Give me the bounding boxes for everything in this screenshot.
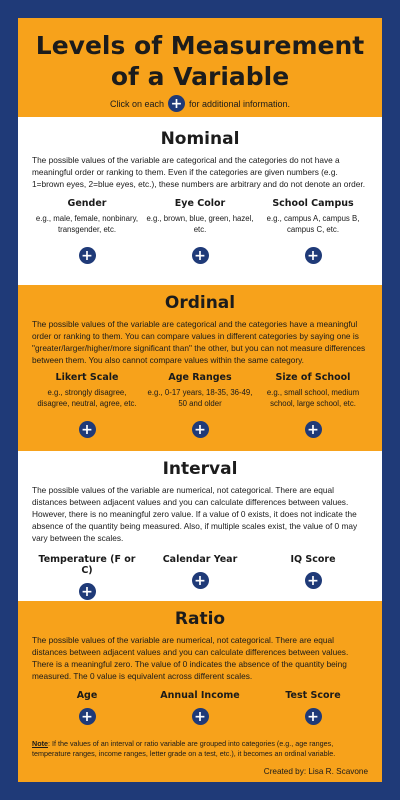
note-label: Note [32, 739, 48, 748]
expand-gender-plus-icon[interactable]: + [79, 247, 96, 264]
expand-age-ranges-plus-icon[interactable]: + [192, 421, 209, 438]
expand-age-plus-icon[interactable]: + [79, 708, 96, 725]
example-values: e.g., brown, blue, green, hazel, etc. [146, 214, 254, 234]
expand-test-score-plus-icon[interactable]: + [305, 708, 322, 725]
examples-row-ordinal [32, 372, 368, 438]
example-title: Gender [67, 198, 107, 209]
example-title: IQ Score [290, 554, 336, 565]
section-ordinal [18, 285, 382, 451]
example-school-campus [258, 198, 368, 264]
note [32, 739, 368, 759]
example-values: e.g., campus A, campus B, campus C, etc. [266, 214, 360, 234]
section-title-nominal: Nominal [160, 129, 240, 149]
example-temperature [32, 554, 142, 600]
expand-school-campus-plus-icon[interactable]: + [305, 247, 322, 264]
note-text: : If the values of an interval or ratio variable are grouped into categories (e.g., age ranges, temperature ranges, income ranges, letter grade on a test, etc.), it becomes an ordinal variable. [32, 739, 336, 758]
section-title-ratio: Ratio [174, 609, 226, 629]
example-title: Test Score [285, 690, 341, 701]
example-title: Likert Scale [55, 372, 119, 383]
example-values: e.g., male, female, nonbinary, transgender, etc. [35, 214, 139, 234]
expand-likert-scale-plus-icon[interactable]: + [79, 421, 96, 438]
examples-row-ratio [32, 690, 368, 725]
example-annual-income [145, 690, 255, 725]
example-calendar-year [145, 554, 255, 600]
title-line-2: of a Variable [110, 62, 290, 91]
example-title: Annual Income [160, 690, 240, 701]
example-test-score [258, 690, 368, 725]
section-description-ratio: The possible values of the variable are numerical, not categorical. There are equal distances between adjacent values and you can calculate differences between values. There is a meaningful zero. The value of 0 indicates the absence of the quantity being measured. The 0 value is equivalent across different scales. [32, 635, 349, 681]
example-title: Age Ranges [168, 372, 232, 383]
expand-calendar-year-plus-icon[interactable]: + [192, 572, 209, 589]
example-title: Age [76, 690, 98, 701]
example-iq-score [258, 554, 368, 600]
example-gender [32, 198, 142, 264]
example-values: e.g., small school, medium school, large school, etc. [266, 388, 360, 408]
section-interval [18, 451, 382, 601]
expand-temperature-plus-icon[interactable]: + [79, 583, 96, 600]
page-title [18, 30, 382, 92]
expand-annual-income-plus-icon[interactable]: + [192, 708, 209, 725]
example-values: e.g., strongly disagree, disagree, neutral, agree, etc. [37, 388, 137, 408]
instruction-before: Click on each [109, 98, 164, 109]
instruction [18, 95, 382, 112]
example-eye-color [145, 198, 255, 264]
header [18, 18, 382, 117]
example-title: Calendar Year [162, 554, 238, 565]
example-age-ranges [145, 372, 255, 438]
examples-row-interval [32, 554, 368, 600]
example-values: e.g., 0-17 years, 18-35, 36-49, 50 and older [147, 388, 253, 408]
instruction-after: for additional information. [188, 98, 291, 109]
plus-icon: + [168, 95, 185, 112]
example-title: Temperature (F or C) [38, 554, 136, 576]
expand-eye-color-plus-icon[interactable]: + [192, 247, 209, 264]
infographic-frame [18, 18, 382, 782]
credit: Created by: Lisa R. Scavone [263, 767, 368, 776]
section-description-nominal: The possible values of the variable are categorical and the categories do not have a meaningful order or ranking to them. Even if the categories are given numbers (e.g. 1=brown eyes, 2=blue eyes, etc.), these numbers are arbitrary and do not denote an order. [32, 155, 366, 189]
example-title: Size of School [275, 372, 351, 383]
section-nominal [18, 117, 382, 285]
section-title-ordinal: Ordinal [164, 293, 236, 313]
example-size-of-school [258, 372, 368, 438]
example-likert-scale [32, 372, 142, 438]
expand-iq-score-plus-icon[interactable]: + [305, 572, 322, 589]
title-line-1: Levels of Measurement [35, 31, 365, 60]
section-description-interval: The possible values of the variable are numerical, not categorical. There are equal distances between adjacent values and you can calculate differences between values. However, there is no meaningful zero value. If a value of 0 exists, it does not indicate the absence of the quantity being measured. Also, if multiple scales exist, the value of 0 may vary between the scales. [32, 485, 358, 543]
example-age [32, 690, 142, 725]
section-ratio [18, 601, 382, 782]
expand-size-of-school-plus-icon[interactable]: + [305, 421, 322, 438]
example-title: Eye Color [174, 198, 226, 209]
example-title: School Campus [272, 198, 354, 209]
examples-row-nominal [32, 198, 368, 264]
section-title-interval: Interval [162, 459, 238, 479]
section-description-ordinal: The possible values of the variable are categorical and the categories have a meaningful order or ranking to them. You can compare values in different categories by saying one is "greater/larger/higher/more significant than" the other, but you can not measure differences between them. You also cannot compare values within the same category. [32, 319, 366, 365]
